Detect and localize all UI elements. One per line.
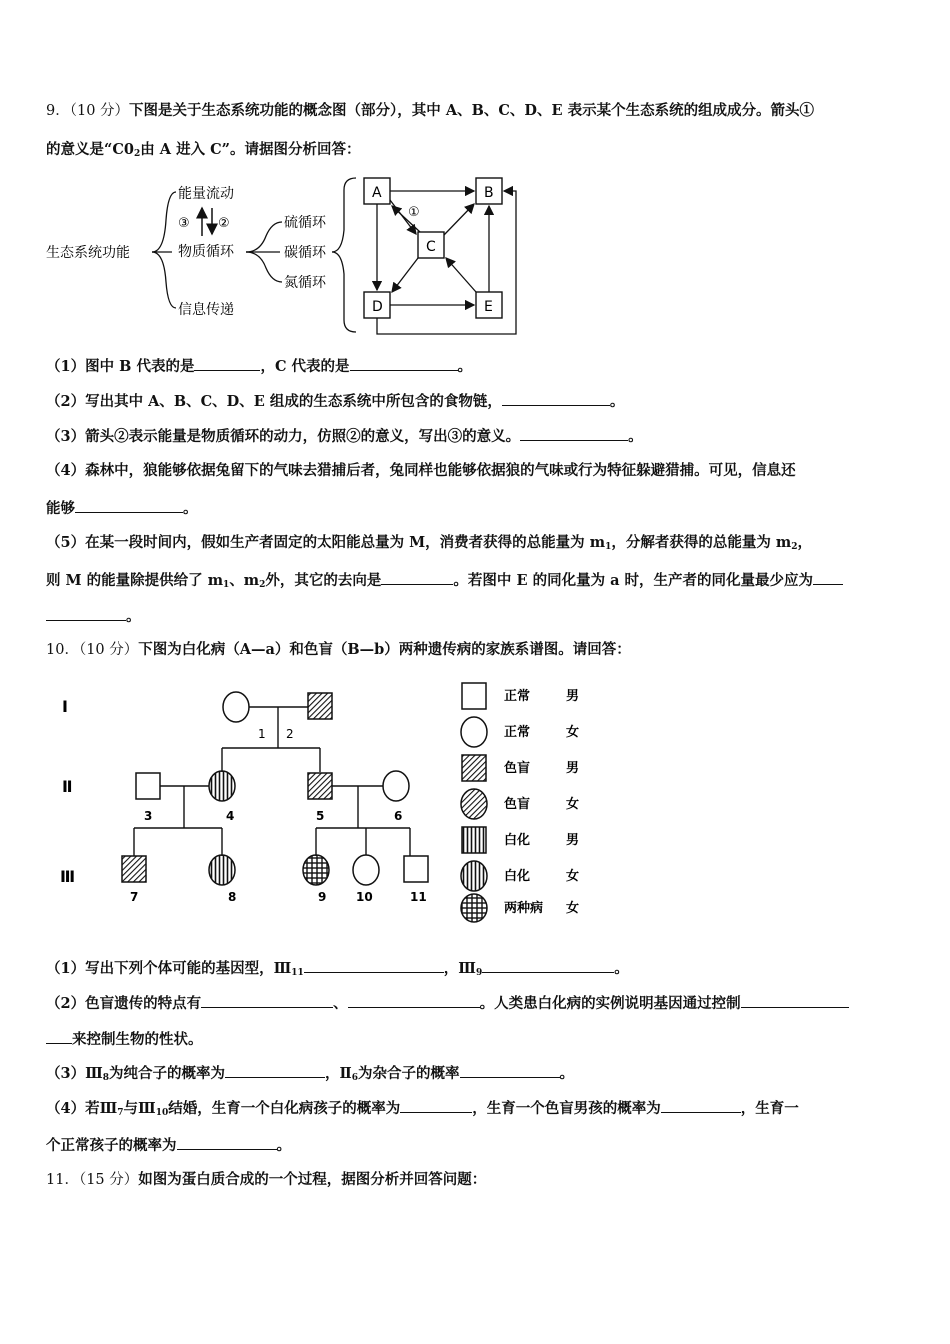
q9-p1-blank-B[interactable] bbox=[194, 356, 260, 371]
individual-7 bbox=[122, 856, 146, 882]
diagram-energy-flow: 能量流动 bbox=[178, 186, 234, 202]
svg-text:正常: 正常 bbox=[504, 689, 531, 704]
node-A: A bbox=[372, 185, 382, 201]
gen-III: Ⅲ bbox=[60, 867, 76, 886]
svg-text:色盲: 色盲 bbox=[504, 761, 531, 776]
node-C: C bbox=[426, 239, 436, 255]
q10-p4-blank-2[interactable] bbox=[661, 1098, 741, 1113]
svg-text:两种病: 两种病 bbox=[504, 901, 544, 916]
svg-text:白化: 白化 bbox=[504, 869, 531, 884]
individual-8 bbox=[209, 855, 235, 885]
q9-part5-line3: 。 bbox=[46, 606, 908, 627]
diagram-nitrogen-cycle: 氮循环 bbox=[284, 275, 326, 291]
q9-p5-blank-2b[interactable] bbox=[46, 606, 126, 621]
svg-text:7: 7 bbox=[130, 890, 139, 904]
q9-part2: （2）写出其中 A、B、C、D、E 组成的生态系统中所包含的食物链， 。 bbox=[46, 393, 625, 410]
q10-p2-blank-2[interactable] bbox=[348, 993, 480, 1008]
q10-p3-blank-1[interactable] bbox=[225, 1063, 325, 1078]
svg-text:男: 男 bbox=[566, 761, 580, 776]
q9-part3: （3）箭头②表示能量是物质循环的动力，仿照②的意义，写出③的意义。 。 bbox=[46, 428, 643, 445]
arrow-1-label: ① bbox=[408, 205, 420, 220]
q10-p1-blank-1[interactable] bbox=[304, 958, 444, 973]
q10-p3-blank-2[interactable] bbox=[460, 1063, 560, 1078]
svg-text:6: 6 bbox=[394, 809, 403, 823]
svg-text:5: 5 bbox=[316, 809, 325, 823]
diagram-matter-cycle: 物质循环 bbox=[178, 244, 234, 260]
q9-stem-line2: 的意义是“$C0_2$由 A 进入 C”。请据图分析回答： bbox=[46, 141, 361, 159]
q9-p5-blank-1[interactable] bbox=[381, 570, 453, 585]
svg-text:女: 女 bbox=[566, 797, 580, 812]
svg-text:色盲: 色盲 bbox=[504, 797, 531, 812]
q10-part4-line1: （4）若$Ⅲ_7$与$Ⅲ_{10}$结婚，生育一个白化病孩子的概率为 ，生育一个色盲男孩的概率为 ，生育一 bbox=[46, 1100, 799, 1118]
node-D: D bbox=[372, 299, 383, 315]
svg-text:1: 1 bbox=[258, 727, 266, 741]
individual-3 bbox=[136, 773, 160, 799]
svg-text:3: 3 bbox=[144, 809, 153, 823]
q10-part2-line2: 来控制生物的性状。 bbox=[46, 1029, 908, 1050]
gen-II: Ⅱ bbox=[62, 777, 73, 796]
individual-6 bbox=[383, 771, 409, 801]
node-E: E bbox=[484, 299, 493, 315]
svg-text:女: 女 bbox=[566, 869, 580, 884]
q10-part1: （1）写出下列个体可能的基因型，$Ⅲ_{11}$ ，$Ⅲ_9$ 。 bbox=[46, 960, 629, 978]
q9-p4-blank[interactable] bbox=[75, 498, 183, 513]
svg-text:女: 女 bbox=[566, 725, 580, 740]
q10-p4-blank-3[interactable] bbox=[177, 1135, 277, 1150]
diagram-info-transfer: 信息传递 bbox=[178, 302, 234, 318]
individual-11 bbox=[404, 856, 428, 882]
svg-text:8: 8 bbox=[228, 890, 237, 904]
diagram-arrow3-label: ③ bbox=[178, 216, 190, 231]
individual-9 bbox=[303, 855, 329, 885]
individual-1 bbox=[223, 692, 249, 722]
diagram-sulfur-cycle: 硫循环 bbox=[284, 215, 326, 231]
q10-part3: $(3)Ⅲ_8$为纯合子的概率为 ，$Ⅱ_6$为杂合子的概率 。 bbox=[46, 1065, 575, 1083]
node-B: B bbox=[484, 185, 494, 201]
q9-part4-line2: 能够 。 bbox=[46, 500, 198, 517]
diagram-carbon-cycle: 碳循环 bbox=[284, 245, 326, 261]
q9-p1-blank-C[interactable] bbox=[350, 356, 458, 371]
q9-p2-blank[interactable] bbox=[502, 391, 610, 406]
q9-part1: （1）图中 B 代表的是 ，C 代表的是 。 bbox=[46, 358, 473, 375]
q10-part2-line1: （2）色盲遗传的特点有 、 。人类患白化病的实例说明基因通过控制 bbox=[46, 993, 908, 1014]
svg-text:男: 男 bbox=[566, 833, 580, 848]
q10-p4-blank-1[interactable] bbox=[400, 1098, 472, 1113]
diagram-root-label: 生态系统功能 bbox=[46, 245, 130, 261]
q10-stem: 10．（10 分）下图为白化病（A—a）和色盲（B—b）两种遗传病的家族系谱图。请回答： bbox=[46, 641, 631, 658]
svg-text:2: 2 bbox=[286, 727, 294, 741]
gen-I: Ⅰ bbox=[62, 697, 68, 716]
pedigree-chart bbox=[50, 676, 610, 926]
svg-text:白化: 白化 bbox=[504, 833, 531, 848]
individual-2 bbox=[308, 693, 332, 719]
q9-stem-line1: 9．（10 分）下图是关于生态系统功能的概念图（部分），其中 A、B、C、D、E 表示某个生态系统的组成成分。箭头① bbox=[46, 102, 815, 119]
svg-text:男: 男 bbox=[566, 689, 580, 704]
q9-part5-line2: 则 M 的能量除提供给了 $m_1$、$m_2$外，其它的去向是 。若图中 E 的同化量为 a 时，生产者的同化量最少应为 bbox=[46, 570, 908, 595]
svg-text:正常: 正常 bbox=[504, 725, 531, 740]
svg-text:女: 女 bbox=[566, 901, 580, 916]
q9-part5-line1: （5）在某一段时间内，假如生产者固定的太阳能总量为 M，消费者获得的总能量为 $m_1$，分解者获得的总能量为 $m_2$， bbox=[46, 534, 812, 552]
svg-text:9: 9 bbox=[318, 890, 327, 904]
ecosystem-concept-diagram bbox=[44, 170, 534, 345]
q10-p1-blank-2[interactable] bbox=[482, 958, 614, 973]
svg-text:4: 4 bbox=[226, 809, 235, 823]
q10-p2-blank-1[interactable] bbox=[201, 993, 333, 1008]
q9-p5-blank-2a[interactable] bbox=[813, 570, 843, 585]
svg-text:11: 11 bbox=[410, 890, 427, 904]
q10-p2-blank-3a[interactable] bbox=[741, 993, 849, 1008]
diagram-arrow2-label: ② bbox=[218, 216, 230, 231]
individual-5 bbox=[308, 773, 332, 799]
individual-10 bbox=[353, 855, 379, 885]
individual-4 bbox=[209, 771, 235, 801]
svg-text:10: 10 bbox=[356, 890, 373, 904]
q9-p3-blank[interactable] bbox=[520, 426, 628, 441]
q10-p2-blank-3b[interactable] bbox=[46, 1029, 72, 1044]
q10-part4-line2: 个正常孩子的概率为 。 bbox=[46, 1137, 291, 1154]
q11-stem: 11．（15 分）如图为蛋白质合成的一个过程，据图分析并回答问题： bbox=[46, 1171, 487, 1188]
pedigree-legend bbox=[461, 683, 579, 922]
q9-part4-line1: （4）森林中，狼能够依据兔留下的气味去猎捕后者，兔同样也能够依据狼的气味或行为特征躲避猎捕。可见，信息还 bbox=[46, 462, 796, 479]
